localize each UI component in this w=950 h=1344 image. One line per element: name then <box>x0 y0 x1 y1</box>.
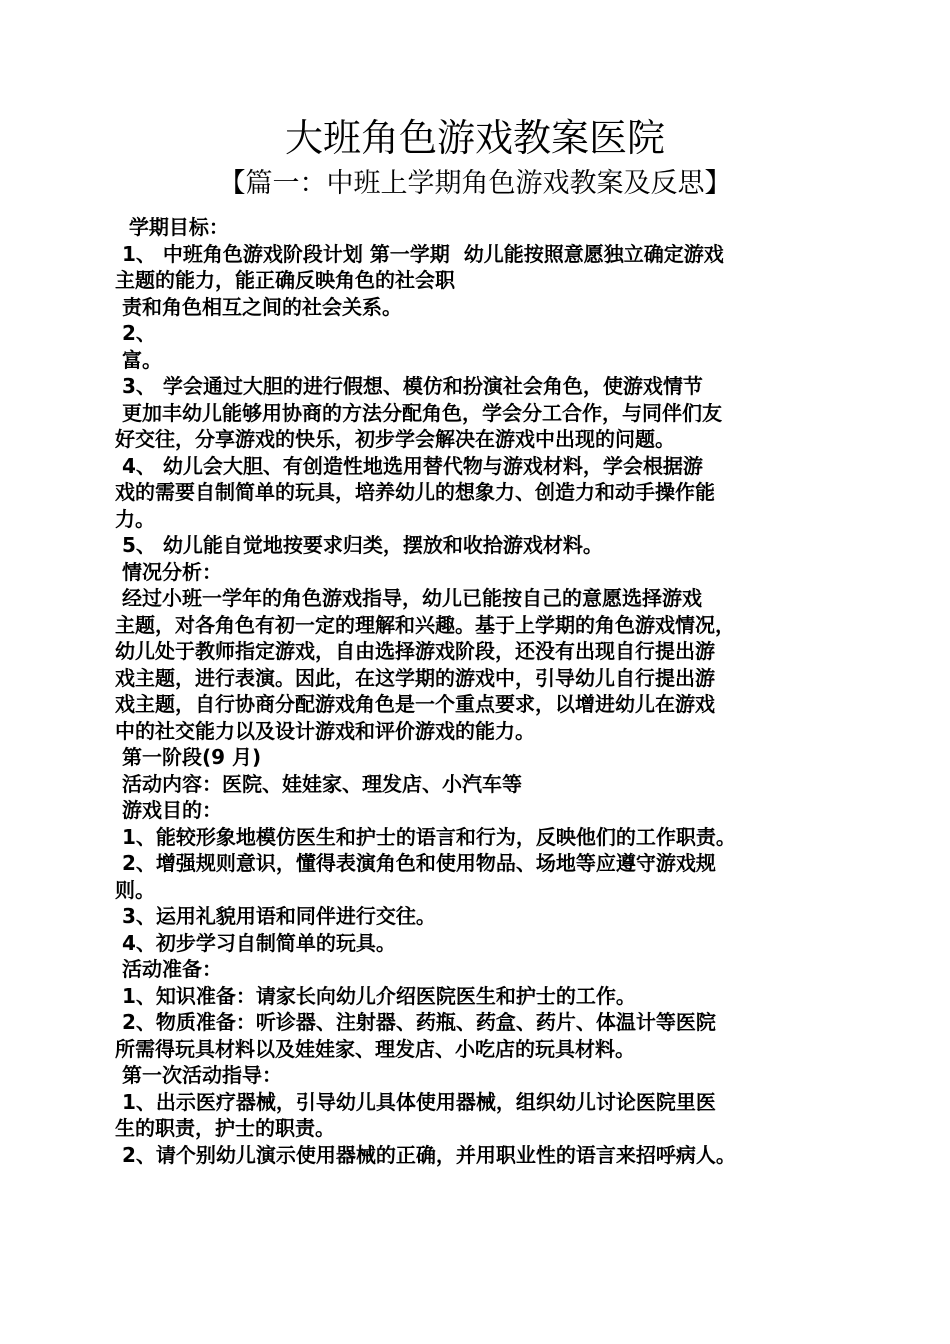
body-line: 好交往，分享游戏的快乐，初步学会解决在游戏中出现的问题。 <box>115 427 675 451</box>
body-line: 富。 <box>115 347 162 372</box>
body-line: 5、 幼儿能自觉地按要求归类，摆放和收拾游戏材料。 <box>115 533 603 557</box>
body-line: 4、 幼儿会大胆、有创造性地选用替代物与游戏材料，学会根据游 <box>115 453 703 478</box>
body-line: 活动准备： <box>115 957 222 981</box>
body-line: 1、 中班角色游戏阶段计划 第一学期 幼儿能按照意愿独立确定游戏 <box>115 241 724 266</box>
document-body <box>115 214 840 1168</box>
body-line: 主题，对各角色有初一定的理解和兴趣。基于上学期的角色游戏情况， <box>115 612 735 637</box>
body-line: 戏的需要自制简单的玩具，培养幼儿的想象力、创造力和动手操作能 <box>115 480 715 504</box>
body-line: 主题的能力，能正确反映角色的社会职 <box>115 268 455 292</box>
body-line: 所需得玩具材料以及娃娃家、理发店、小吃店的玩具材料。 <box>115 1036 635 1061</box>
body-line: 游戏目的： <box>115 798 222 822</box>
body-line: 戏主题，进行表演。因此，在这学期的游戏中，引导幼儿自行提出游 <box>115 665 715 690</box>
body-line: 2、 <box>115 321 156 345</box>
body-line: 活动内容：医院、娃娃家、理发店、小汽车等 <box>115 771 522 796</box>
body-line: 学期目标： <box>115 215 229 239</box>
body-line: 1、知识准备：请家长向幼儿介绍医院医生和护士的工作。 <box>115 983 636 1008</box>
body-line: 第一阶段(9 月) <box>115 745 262 769</box>
body-line: 幼儿处于教师指定游戏，自由选择游戏阶段，还没有出现自行提出游 <box>115 639 715 663</box>
body-line: 3、 学会通过大胆的进行假想、模仿和扮演社会角色，使游戏情节 <box>115 374 703 398</box>
body-line: 生的职责，护士的职责。 <box>115 1116 335 1140</box>
body-line: 第一次活动指导： <box>115 1063 282 1087</box>
body-line: 1、出示医疗器械，引导幼儿具体使用器械，组织幼儿讨论医院里医 <box>115 1089 716 1114</box>
document-title: 大班角色游戏教案医院 <box>284 116 665 160</box>
body-line: 2、增强规则意识，懂得表演角色和使用物品、场地等应遵守游戏规 <box>115 851 716 875</box>
body-line: 责和角色相互之间的社会关系。 <box>115 294 402 319</box>
body-line: 戏主题，自行协商分配游戏角色是一个重点要求，以增进幼儿在游戏 <box>115 692 715 716</box>
body-line: 4、初步学习自制简单的玩具。 <box>115 930 396 955</box>
body-line: 2、物质准备：听诊器、注射器、药瓶、药盒、药片、体温计等医院 <box>115 1010 716 1034</box>
body-line: 1、能较形象地模仿医生和护士的语言和行为，反映他们的工作职责。 <box>115 824 736 849</box>
document-subtitle: 【篇一：中班上学期角色游戏教案及反思】 <box>218 168 732 199</box>
body-line: 力。 <box>115 506 155 531</box>
body-line: 更加丰幼儿能够用协商的方法分配角色，学会分工合作，与同伴们友 <box>115 400 722 425</box>
body-line: 2、请个别幼儿演示使用器械的正确，并用职业性的语言来招呼病人。 <box>115 1142 736 1167</box>
body-line: 情况分析： <box>115 559 222 584</box>
body-line: 则。 <box>115 877 155 902</box>
body-line: 中的社交能力以及设计游戏和评价游戏的能力。 <box>115 718 535 743</box>
body-line: 3、运用礼貌用语和同伴进行交往。 <box>115 904 436 928</box>
body-line: 经过小班一学年的角色游戏指导，幼儿已能按自己的意愿选择游戏 <box>115 586 702 610</box>
